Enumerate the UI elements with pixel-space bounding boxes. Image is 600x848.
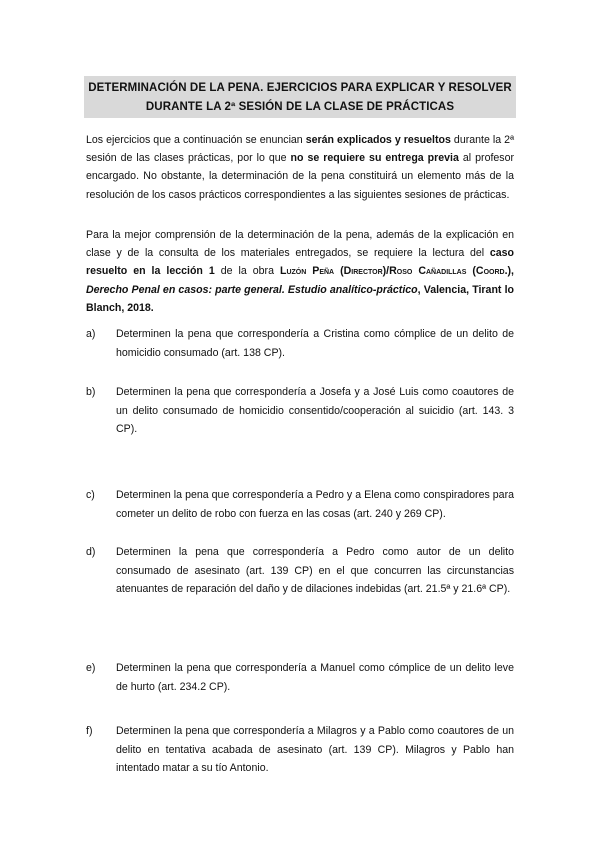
exercise-text: Determinen la pena que correspondería a Manuel como cómplice de un delito leve de hurto (art. 234.2 CP). bbox=[116, 662, 514, 693]
exercise-a bbox=[86, 325, 514, 362]
exercise-label: b) bbox=[86, 386, 96, 398]
exercise-f bbox=[86, 722, 514, 778]
exercise-label: e) bbox=[86, 662, 96, 674]
exercise-text: Determinen la pena que correspondería a Josefa y a José Luis como coautores de un delito consumado de homicidio consentido/cooperación al suicidio (art. 143. 3 CP). bbox=[116, 386, 514, 435]
title-line-2: DURANTE LA 2ª SESIÓN DE LA CLASE DE PRÁCTICAS bbox=[145, 101, 455, 113]
exercise-e bbox=[86, 659, 514, 696]
exercise-text: Determinen la pena que correspondería a Pedro y a Elena como conspiradores para cometer un delito de robo con fuerza en las cosas (art. 240 y 269 CP). bbox=[116, 489, 514, 520]
exercise-c bbox=[86, 486, 514, 523]
exercise-label: f) bbox=[86, 725, 93, 737]
page-title bbox=[84, 76, 516, 118]
exercise-label: d) bbox=[86, 546, 96, 558]
intro-paragraph-1: Los ejercicios que a continuación se enuncian serán explicados y resueltos durante la 2ª sesión de las clases prácticas, por lo que no se requiere su entrega previa al profesor encargado. No obstante, la determinación de la pena constituirá un elemento más de la resolución de los casos prácticos correspondientes a las siguientes sesiones de prácticas. bbox=[86, 134, 515, 201]
exercise-text: Determinen la pena que correspondería a Cristina como cómplice de un delito de homicidio consumado (art. 138 CP). bbox=[116, 328, 514, 359]
exercise-d bbox=[86, 543, 514, 599]
exercise-text: Determinen la pena que correspondería a Milagros y a Pablo como coautores de un delito en tentativa acabada de asesinato (art. 139 CP). Milagros y Pablo han intentado matar a su tío Antonio. bbox=[116, 725, 514, 774]
exercise-text: Determinen la pena que correspondería a Pedro como autor de un delito consumado de asesinato (art. 139 CP) en el que concurren las circunstancias atenuantes de reparación del daño y de dilaciones indebidas (art. 21.5ª y 21.6ª CP). bbox=[116, 546, 514, 595]
title-line-1: DETERMINACIÓN DE LA PENA. EJERCICIOS PARA EXPLICAR Y RESOLVER bbox=[88, 82, 512, 94]
exercise-b bbox=[86, 383, 514, 439]
exercise-label: c) bbox=[86, 489, 95, 501]
intro-paragraph-2: Para la mejor comprensión de la determinación de la pena, además de la explicación en clase y de la consulta de los materiales entregados, se requiere la lectura del caso resuelto en la lección 1 de la obra Luzón Peña (Director)/Roso Cañadillas (Coord.), Derecho Penal en casos: parte general. Estudio analítico-práctico, Valencia, Tirant lo Blanch, 2018. bbox=[86, 229, 514, 314]
exercise-label: a) bbox=[86, 328, 96, 340]
